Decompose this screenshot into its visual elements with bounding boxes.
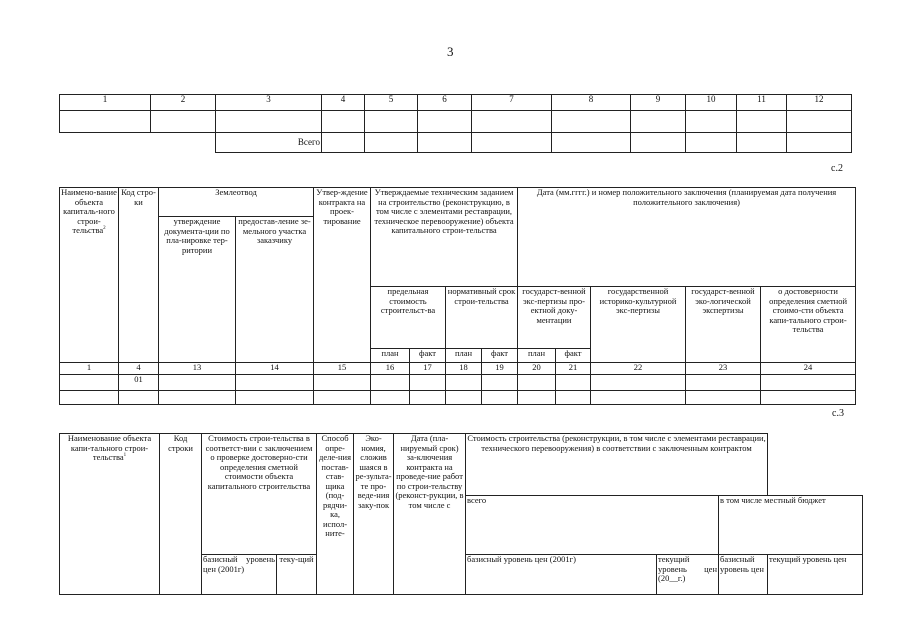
current-level-header: теку-щий	[277, 555, 317, 595]
col-number: 1	[60, 95, 151, 111]
base-level-header: базисный уровень цен	[719, 555, 768, 595]
contract-header: Утвер-ждение контракта на проек-тирование	[314, 188, 371, 363]
plan-label: план	[446, 349, 482, 363]
economy-header: Эко-номия, сложив шаяся в ре-зульта-те про-веде-ния заку-пок	[354, 434, 394, 595]
col-number: 8	[552, 95, 631, 111]
name-header: Наименование объекта капи-тального строи-тельства$^1$	[60, 434, 160, 595]
land-header: Землеотвод	[159, 188, 314, 217]
code-header: Код строки	[160, 434, 202, 595]
reliability-header: о достоверности определения сметной стоимо-сти объекта капи-тального строи-тельства	[761, 287, 856, 363]
local-budget-header: в том числе местный бюджет	[719, 496, 863, 555]
col-number: 6	[418, 95, 472, 111]
col-number: 3	[216, 95, 322, 111]
date-header: Дата (пла-нируемый срок) за-ключения контракта на проведе-ние работ по строи-тельству (реконст-рукции, в том числе с	[394, 434, 466, 595]
max-cost-header: предельная стоимость строительст-ва	[371, 287, 446, 349]
method-header: Способ опре-деле-ния постав-став-щика (под-рядчи-ка, испол-ните-	[317, 434, 354, 595]
cost-concl-header: Стоимость строи-тельства в соответст-вии с заключением о проверке достоверно-сти определения сметной стоимости объекта капитального строительства	[202, 434, 317, 555]
base-level-header: базисный уровень цен (2001г)	[202, 555, 277, 595]
current-level-header: текущий уровень цен (20__г.)	[657, 555, 719, 595]
base-level-header: базисный уровень цен (2001г)	[466, 555, 657, 595]
col-number: 2	[151, 95, 216, 111]
col-number: 4	[322, 95, 365, 111]
col-number: 10	[686, 95, 737, 111]
col-number: 9	[631, 95, 686, 111]
section-label: с.2	[831, 163, 843, 174]
table-section-3	[59, 433, 863, 595]
fact-label: факт	[410, 349, 446, 363]
table-row	[60, 375, 856, 391]
code-header: Код стро-ки	[119, 188, 159, 363]
total-label: Всего	[216, 133, 322, 153]
table-continuation	[59, 94, 852, 153]
col-number: 11	[737, 95, 787, 111]
plan-label: план	[371, 349, 410, 363]
fact-label: факт	[482, 349, 518, 363]
col-number: 5	[365, 95, 418, 111]
numbers-row: 1 4 13 14 15 16 17 18 19 20 21 22 23 24	[60, 363, 856, 375]
fact-label: факт	[556, 349, 591, 363]
state-exp-header: государст-венной экс-пертизы про-ектной доку-ментации	[518, 287, 591, 349]
tech-task-header: Утверждаемые техническим заданием на строительство (реконструкцию, в том числе с элементами реставрации, техническое перевооружение) объекта капитального строи-тельства	[371, 188, 518, 287]
cost-contract-header: Стоимость строительства (реконструкции, в том числе с элементами реставрации, технического перевооружения) в соответствии с заключенным контрактом	[466, 434, 768, 496]
col-number: 12	[787, 95, 852, 111]
name-header: Наимено-вание объекта капиталь-ного строи-тельства$^2$	[60, 188, 119, 363]
page-number: 3	[447, 44, 454, 59]
norm-term-header: нормативный срок строи-тельства	[446, 287, 518, 349]
table-row	[60, 391, 856, 405]
plan-label: план	[518, 349, 556, 363]
land-plot-header: предостав-ление зе-мельного участка заказчику	[236, 217, 314, 363]
eco-exp-header: государст-венной эко-логической экспертизы	[686, 287, 761, 363]
total-row	[60, 133, 852, 153]
table-section-2	[59, 187, 856, 405]
expertise-header: Дата (мм.гггг.) и номер положительного заключения (планируемая дата получения положительного заключения)	[518, 188, 856, 287]
current-level-header: текущий уровень цен	[768, 555, 863, 595]
table-row	[60, 111, 852, 133]
row-code: 01	[119, 375, 159, 391]
col-number: 7	[472, 95, 552, 111]
land-doc-header: утверждение документа-ции по пла-нировке тер-ритории	[159, 217, 236, 363]
hist-exp-header: государственной историко-культурной экс-пертизы	[591, 287, 686, 363]
table-header-row	[60, 95, 852, 111]
section-label: с.3	[832, 408, 844, 419]
total-header: всего	[466, 496, 719, 555]
